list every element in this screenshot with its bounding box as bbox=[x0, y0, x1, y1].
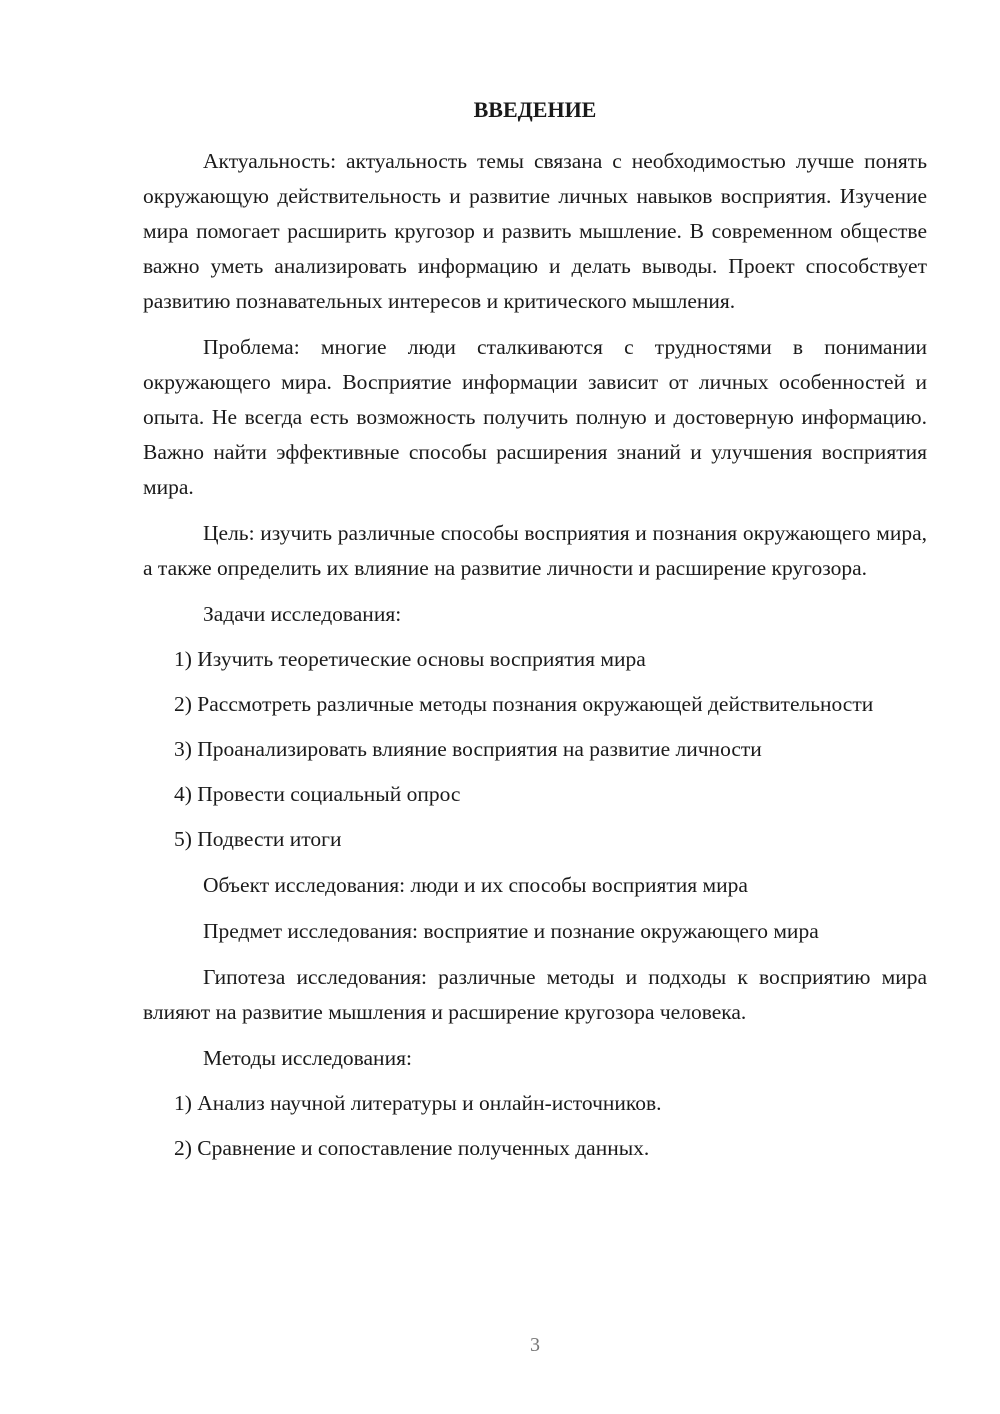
document-body bbox=[143, 144, 927, 1166]
task-item: 1) Изучить теоретические основы восприятия мира bbox=[174, 647, 646, 671]
methods-heading: Методы исследования: bbox=[203, 1046, 412, 1070]
tasks-heading: Задачи исследования: bbox=[203, 602, 402, 626]
task-item: 4) Провести социальный опрос bbox=[174, 782, 461, 806]
task-item: 3) Проанализировать влияние восприятия на развитие личности bbox=[174, 737, 762, 761]
method-item: 2) Сравнение и сопоставление полученных данных. bbox=[174, 1136, 650, 1160]
task-item: 5) Подвести итоги bbox=[174, 827, 342, 851]
relevance-paragraph: Актуальность: актуальность темы связана с необходимостью лучше понять окружающую действительность и развитие личных навыков восприятия. Изучение мира помогает расширить кругозор и развить мышление. В современном обществе важно уметь анализировать информацию и делать выводы. Проект способствует развитию познавательных интересов и критического мышления. bbox=[143, 149, 927, 313]
page-title: ВВЕДЕНИЕ bbox=[473, 97, 597, 122]
problem-paragraph: Проблема: многие люди сталкиваются с трудностями в понимании окружающего мира. Восприятие информации зависит от личных особенностей и опыта. Не всегда есть возможность получить полную и достоверную информацию. Важно найти эффективные способы расширения знаний и улучшения восприятия мира. bbox=[143, 335, 927, 499]
method-item: 1) Анализ научной литературы и онлайн-источников. bbox=[174, 1091, 662, 1115]
page-number: 3 bbox=[530, 1334, 540, 1356]
object-paragraph: Объект исследования: люди и их способы восприятия мира bbox=[203, 873, 748, 897]
hypothesis-paragraph: Гипотеза исследования: различные методы и подходы к восприятию мира влияют на развитие мышления и расширение кругозора человека. bbox=[143, 965, 927, 1024]
goal-paragraph: Цель: изучить различные способы восприятия и познания окружающего мира, а также определить их влияние на развитие личности и расширение кругозора. bbox=[143, 521, 927, 580]
task-item: 2) Рассмотреть различные методы познания окружающей действительности bbox=[174, 692, 874, 716]
document-page bbox=[143, 0, 927, 1414]
subject-paragraph: Предмет исследования: восприятие и познание окружающего мира bbox=[203, 919, 819, 943]
